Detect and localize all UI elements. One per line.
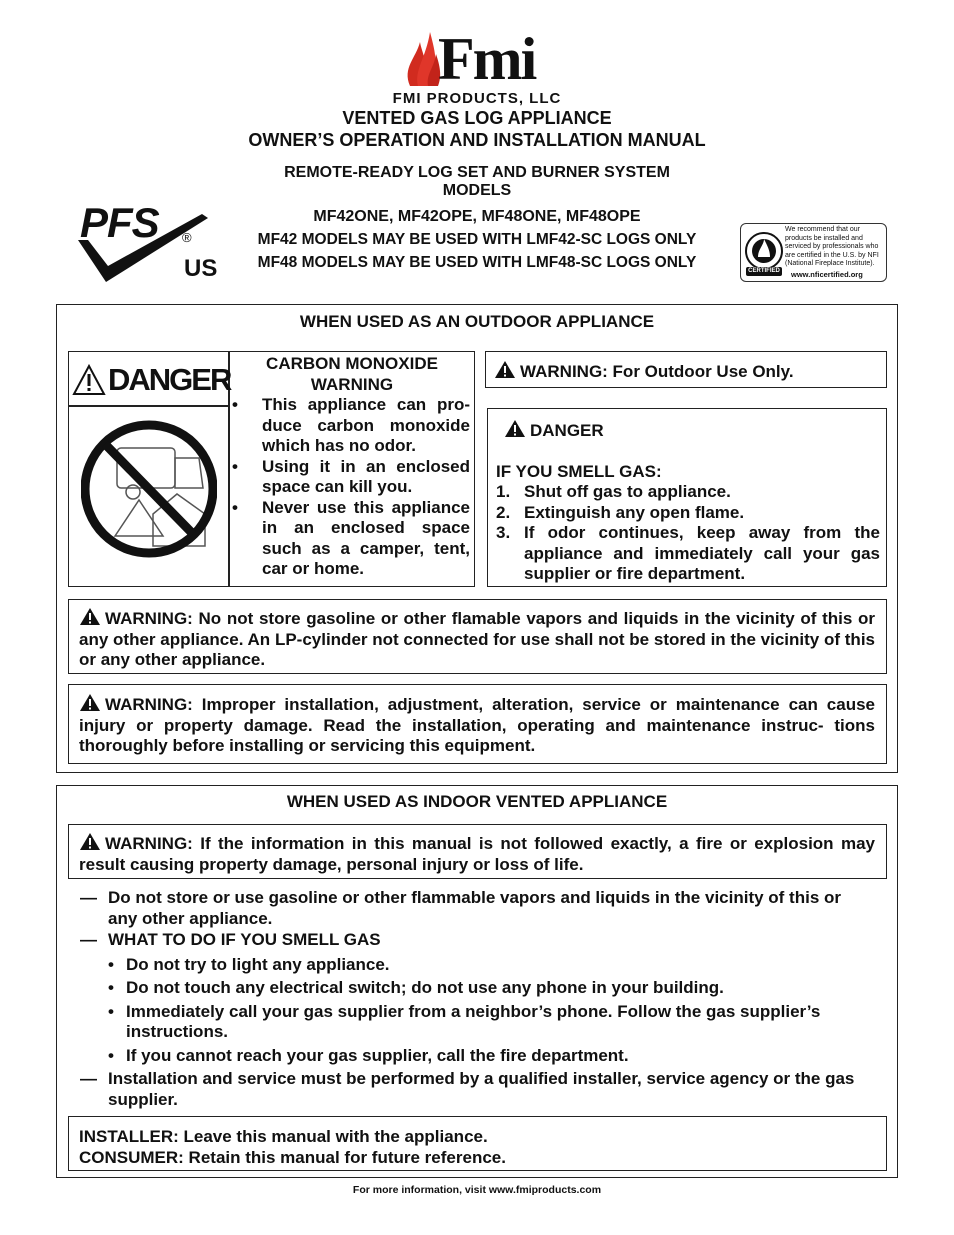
smell-gas-box: DANGER IF YOU SMELL GAS: 1. Shut off gas to appliance. 2. Extinguish any open flame. 3. If odor continues, keep away from the appliance and immediately call your gas supplier or fire department.	[487, 408, 887, 587]
danger-label	[72, 358, 231, 402]
outdoor-section-title: WHEN USED AS AN OUTDOOR APPLIANCE	[299, 312, 655, 331]
warning-icon	[79, 832, 101, 851]
nfi-badge	[740, 223, 887, 282]
model-note-42: MF42 MODELS MAY BE USED WITH LMF42-SC LOGS ONLY	[257, 231, 697, 248]
list-item: • Do not try to light any appliance.	[108, 954, 390, 974]
outdoor-only-warning: WARNING: For Outdoor Use Only.	[485, 351, 887, 388]
registered-mark: ®	[182, 230, 192, 245]
warning-triangle-icon	[72, 364, 106, 396]
list-item: • If you cannot reach your gas supplier, call the fire department.	[108, 1045, 629, 1065]
pfs-logo	[76, 200, 221, 286]
co-warning-title	[232, 354, 472, 395]
gasoline-warning: WARNING: No not store gasoline or other flamable vapors and liquids in the vicinity of this or any other appliance. An LP-cylinder not connected for use shall not be stored in the vicinity of this or any other appliance.	[68, 599, 887, 674]
fire-explosion-warning: WARNING: If the information in this manual is not followed exactly, a fire or explosion may result causing property damage, personal injury or loss of life.	[68, 824, 887, 879]
list-item: • Using it in an enclosed space can kill you.	[232, 456, 470, 496]
nfi-recommendation: We recommend that our products be installed and serviced by professionals who are certified in the U.S. by NFI (National Fireplace Institute).	[785, 226, 879, 268]
co-title-line2: WARNING	[310, 374, 394, 394]
model-list: MF42ONE, MF42OPE, MF48ONE, MF48OPE	[313, 208, 641, 225]
smell-gas-steps	[496, 482, 880, 585]
list-item: • This appliance can pro- duce carbon monoxide which has no odor.	[232, 395, 470, 455]
no-enclosed-space-icon	[81, 418, 217, 560]
warning-icon	[494, 360, 516, 379]
product-title: VENTED GAS LOG APPLIANCE	[342, 108, 612, 128]
manual-title: OWNER’S OPERATION AND INSTALLATION MANUAL	[248, 130, 706, 150]
company-name: FMI PRODUCTS, LLC	[392, 90, 562, 107]
subtitle-line2: MODELS	[442, 182, 512, 199]
list-item: — WHAT TO DO IF YOU SMELL GAS	[80, 930, 381, 949]
pfs-us: US	[184, 255, 218, 282]
footer-info: For more information, visit www.fmiproducts.com	[352, 1184, 602, 1196]
list-item: 3. If odor continues, keep away from the appliance and immediately call your gas supplier or fire department.	[496, 523, 880, 583]
co-warning-list	[232, 395, 470, 580]
pfs-text: PFS	[80, 199, 159, 246]
list-item: — Do not store or use gasoline or other flammable vapors and liquids in the vicinity of this or any other appliance.	[80, 888, 842, 928]
list-item: 2. Extinguish any open flame.	[496, 502, 745, 522]
installer-consumer-note	[68, 1116, 887, 1171]
list-item: • Do not touch any electrical switch; do not use any phone in your building.	[108, 978, 724, 997]
indoor-instructions	[80, 888, 870, 1110]
danger-word: DANGER	[108, 362, 231, 397]
list-item: • Never use this appliance in an enclosed space such as a camper, tent, car or home.	[232, 497, 470, 578]
danger-label-divider	[68, 405, 228, 407]
fmi-logo	[402, 26, 536, 92]
installer-note: INSTALLER: Leave this manual with the appliance.	[79, 1127, 488, 1146]
warning-icon	[504, 419, 526, 438]
consumer-note: CONSUMER: Retain this manual for future reference.	[79, 1147, 506, 1167]
nfi-seal-label: CERTIFIED	[748, 268, 780, 274]
list-item: 1. Shut off gas to appliance.	[496, 482, 731, 501]
warning-icon	[79, 693, 101, 712]
list-item: • Immediately call your gas supplier from a neighbor’s phone. Follow the gas supplier’s instructions.	[108, 1001, 821, 1041]
list-item: — Installation and service must be performed by a qualified installer, service agency or the gas supplier.	[80, 1069, 855, 1109]
indoor-section-title: WHEN USED AS INDOOR VENTED APPLIANCE	[286, 792, 668, 811]
model-note-48: MF48 MODELS MAY BE USED WITH LMF48-SC LOGS ONLY	[257, 254, 697, 271]
installation-warning: WARNING: Improper installation, adjustment, alteration, service or maintenance can cause injury or property damage. Read the installation, operating and maintenance instruc- tions thoroughly before installing or servicing this equipment.	[68, 684, 887, 764]
nfi-url: www.nficertified.org	[791, 270, 863, 279]
warning-icon	[79, 607, 101, 626]
logo-wordmark: Fmi	[438, 26, 536, 92]
co-title-line1: CARBON MONOXIDE	[266, 354, 438, 373]
smell-gas-title: IF YOU SMELL GAS:	[496, 462, 662, 481]
subtitle-line1: REMOTE-READY LOG SET AND BURNER SYSTEM	[284, 164, 670, 181]
